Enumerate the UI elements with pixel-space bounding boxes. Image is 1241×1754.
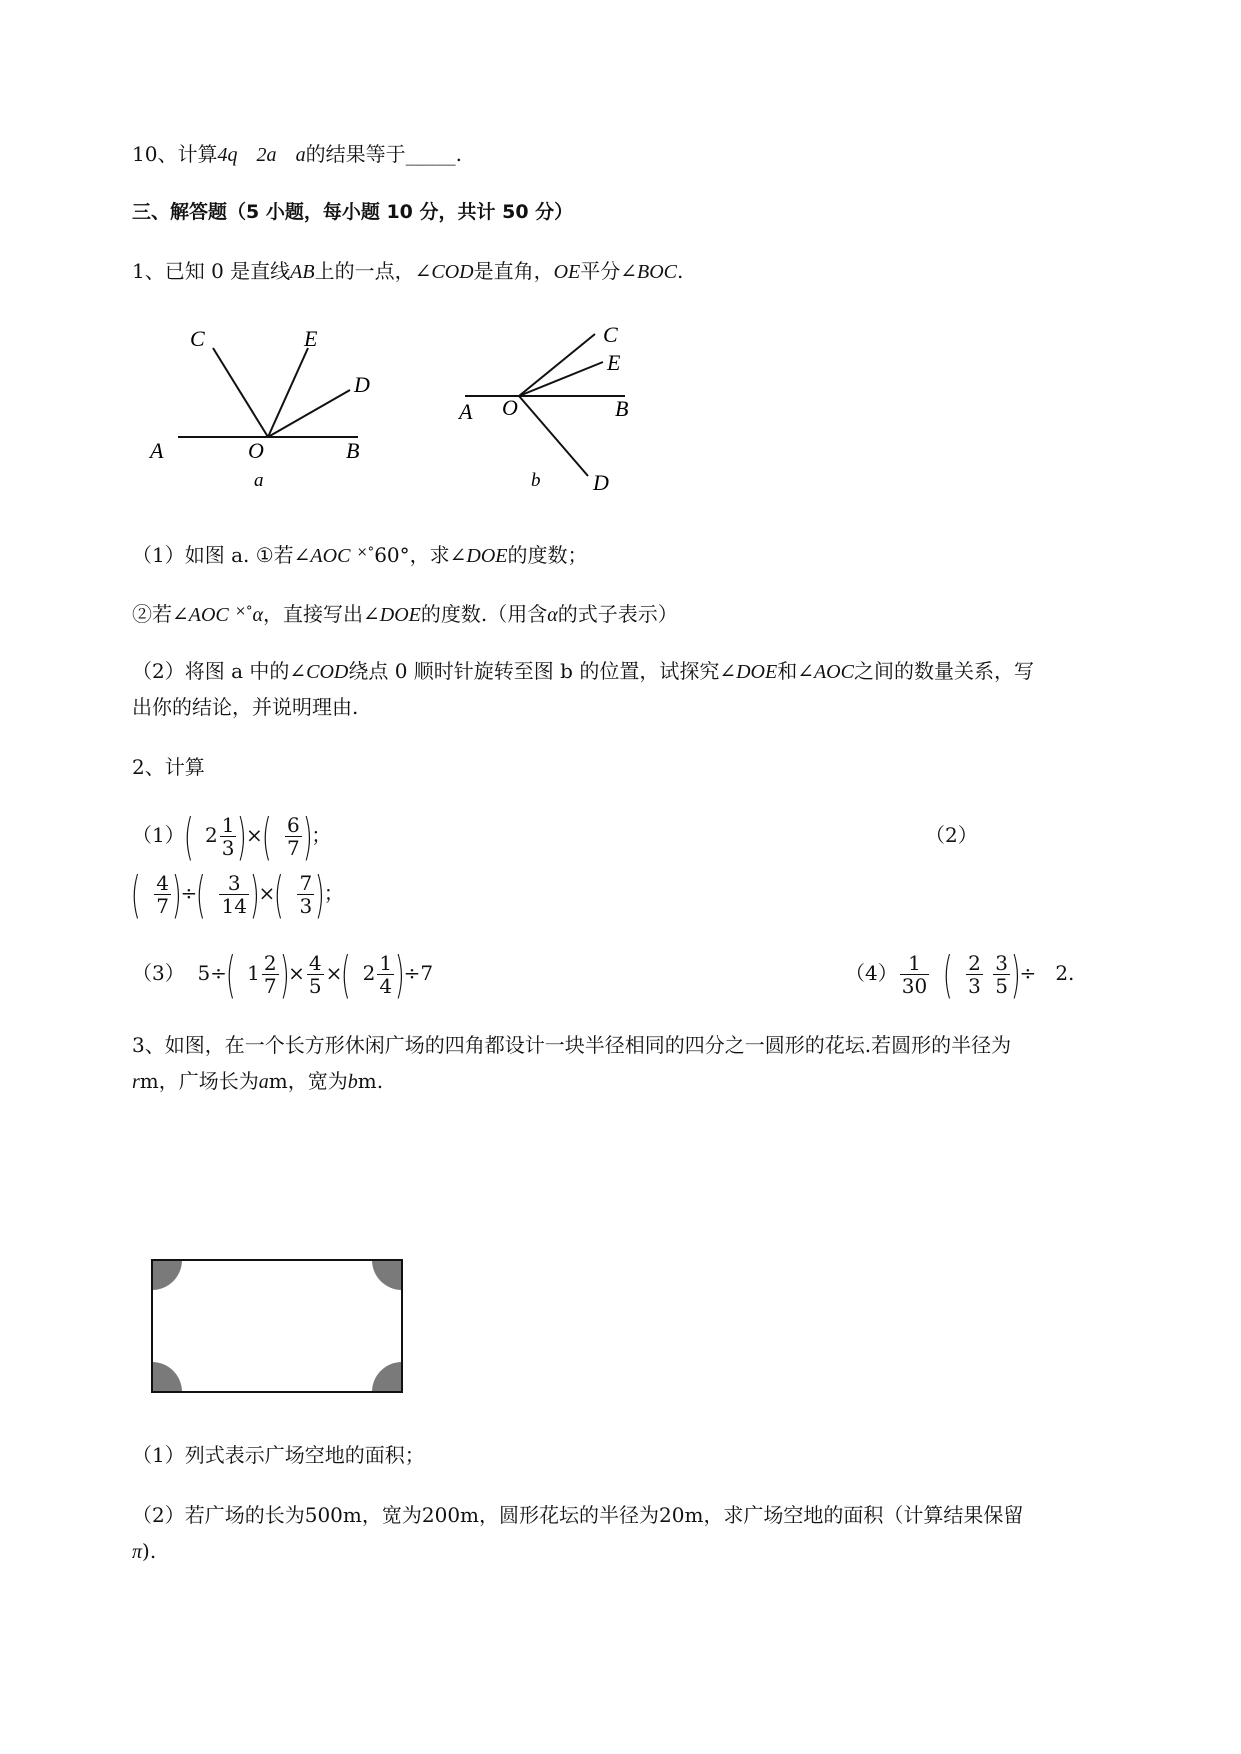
p1-s2-a: ②若 bbox=[132, 602, 172, 626]
figa-label-b: B bbox=[346, 438, 360, 463]
q10-expr-b: 2a bbox=[256, 144, 277, 166]
figa-label-d: D bbox=[354, 372, 370, 397]
figa-label-o: O bbox=[248, 438, 264, 463]
p2-n2-den: 7 bbox=[286, 836, 300, 860]
p1-s1-aoc: ∠AOC bbox=[293, 545, 351, 567]
figa-ray-oc bbox=[213, 348, 268, 437]
p2-m2-den: 14 bbox=[221, 894, 247, 918]
figa-label-e: E bbox=[304, 326, 318, 351]
figb-label-d: D bbox=[593, 470, 609, 495]
p1-sub3 bbox=[132, 656, 1034, 687]
p2-n2-frac bbox=[285, 814, 302, 859]
p2-m3-frac bbox=[297, 872, 314, 917]
p2-c3-den2: 5 bbox=[308, 974, 322, 998]
p1-sub2 bbox=[132, 597, 678, 630]
p2-div: ÷ bbox=[180, 881, 198, 905]
p2-c4-num3: 3 bbox=[995, 951, 1008, 975]
p1-s2-aoc: ∠AOC bbox=[172, 604, 229, 626]
p2-n1-den: 3 bbox=[221, 836, 235, 860]
figb-ray-od bbox=[519, 396, 588, 476]
p1-s2-b: ，直接写出 bbox=[263, 602, 364, 626]
figure-a bbox=[140, 320, 440, 500]
p3-m3: m. bbox=[357, 1069, 384, 1093]
p3-m2: m，宽为 bbox=[268, 1069, 348, 1093]
p3-q2 bbox=[132, 1500, 1023, 1530]
p2-c3-a: 5÷ bbox=[197, 961, 227, 985]
p3-b: b bbox=[347, 1071, 358, 1093]
figb-label-a: A bbox=[459, 399, 473, 424]
p1-sub1 bbox=[132, 538, 588, 571]
p2-c4-den2: 3 bbox=[968, 974, 981, 998]
p2-c3-num2: 4 bbox=[308, 951, 322, 975]
p3-q1: （1）列式表示广场空地的面积； bbox=[132, 1443, 425, 1467]
paren-close: ) bbox=[395, 945, 405, 1004]
q10-suffix: 的结果等于_____. bbox=[305, 142, 462, 166]
figa-ray-od bbox=[268, 390, 350, 437]
p1-sub3-line2: 出你的结论，并说明理由. bbox=[132, 695, 359, 719]
figb-ray-oc bbox=[519, 334, 595, 396]
p2-m2-frac bbox=[219, 872, 248, 917]
p2-c3-times1: × bbox=[288, 961, 305, 985]
p1-intro-a: 1、已知 0 是直线 bbox=[132, 259, 291, 283]
p1-oe: OE bbox=[553, 261, 581, 283]
paren-open: ( bbox=[225, 945, 236, 1004]
paren-open: ( bbox=[183, 807, 194, 866]
p2-n1-frac bbox=[220, 814, 237, 859]
p2-times2: × bbox=[258, 881, 276, 905]
figb-label-e: E bbox=[607, 350, 621, 375]
paren-open: ( bbox=[261, 807, 272, 866]
p1-s3-b: 绕点 0 顺时针旋转至图 b 的位置，试探究 bbox=[348, 659, 720, 683]
paren-open: ( bbox=[196, 865, 206, 924]
p3-len: 500m bbox=[304, 1503, 362, 1527]
paren-close: ) bbox=[279, 945, 290, 1004]
p1-s3-aoc: ∠AOC bbox=[797, 661, 854, 683]
p2-n1-num: 1 bbox=[221, 813, 235, 837]
p1-s1-val: 60° bbox=[374, 543, 410, 567]
figa-label-c: C bbox=[190, 326, 205, 351]
p3-line1: 3、如图，在一个长方形休闲广场的四角都设计一块半径相同的四分之一圆形的花坛.若圆形的半径为 bbox=[132, 1033, 1012, 1057]
p2-c4-den3: 5 bbox=[995, 974, 1008, 998]
p1-s2-d: 的式子表示） bbox=[557, 602, 678, 626]
corner-flowerbed-br bbox=[372, 1362, 402, 1392]
q10-expr-c: a bbox=[295, 144, 306, 166]
p1-s2-val: α bbox=[252, 604, 264, 626]
section-title: 三、解答题（5 小题，每小题 10 分，共计 50 分） bbox=[132, 201, 574, 223]
p2-times: × bbox=[245, 823, 263, 847]
corner-flowerbed-tl bbox=[152, 1260, 182, 1290]
p2-c3-num3: 1 bbox=[379, 951, 393, 975]
p2-l1: （1） bbox=[132, 823, 185, 847]
p1-s1-doe: ∠DOE bbox=[449, 545, 508, 567]
p2-n1-int: 2 bbox=[204, 823, 218, 847]
p3-line2 bbox=[132, 1066, 383, 1097]
paren-close: ) bbox=[315, 865, 325, 924]
p2-c3-frac1 bbox=[262, 952, 279, 997]
p2-l4: （4） bbox=[845, 961, 898, 985]
p1-s3-cod: ∠COD bbox=[289, 661, 349, 683]
plaza-rectangle bbox=[152, 1260, 402, 1392]
p1-intro-d: 平分 bbox=[580, 259, 621, 283]
p2-m1-frac bbox=[154, 872, 171, 917]
p2-c3-int1: 1 bbox=[247, 961, 260, 985]
p1-s3-c: 和 bbox=[777, 659, 798, 683]
p1-intro bbox=[132, 256, 683, 287]
p3-q2-a: （2）若广场的长为 bbox=[132, 1503, 305, 1527]
p3-q2-d: ，求广场空地的面积（计算结果保留 bbox=[703, 1503, 1024, 1527]
p2-expr2 bbox=[130, 865, 344, 924]
paren-open: ( bbox=[274, 865, 284, 924]
p2-c4-num2: 2 bbox=[968, 951, 981, 975]
figb-caption: b bbox=[531, 470, 541, 491]
p2-c4-tail: 2. bbox=[1055, 961, 1075, 985]
corner-flowerbed-tr bbox=[372, 1260, 402, 1290]
figa-caption: a bbox=[254, 470, 264, 491]
p2-semi2: ； bbox=[323, 881, 344, 905]
figb-label-c: C bbox=[603, 322, 618, 347]
p1-cod: ∠COD bbox=[414, 261, 474, 283]
p2-expr3 bbox=[132, 945, 434, 1004]
p2-m1-den: 7 bbox=[156, 894, 169, 918]
p2-m1-num: 4 bbox=[156, 871, 169, 895]
p2-semi1: ； bbox=[311, 823, 332, 847]
p1-s2-c: 的度数.（用含 bbox=[420, 602, 548, 626]
p2-c3-tail: ÷7 bbox=[403, 961, 434, 985]
p2-c3-frac3 bbox=[377, 952, 394, 997]
figb-label-o: O bbox=[502, 395, 518, 420]
figb-ray-oe bbox=[519, 362, 603, 396]
p2-c4-frac2 bbox=[966, 952, 983, 997]
p2-c4-frac1 bbox=[900, 952, 929, 997]
paren-close: ) bbox=[249, 865, 260, 924]
p2-c3-int3: 2 bbox=[362, 961, 376, 985]
p3-q2-line2 bbox=[132, 1536, 156, 1567]
p3-q2-b: ，宽为 bbox=[361, 1503, 422, 1527]
p2-c3-num1: 2 bbox=[263, 951, 277, 975]
p3-rad: 20m bbox=[659, 1503, 704, 1527]
figa-ray-oe bbox=[268, 348, 308, 437]
p3-r: r bbox=[132, 1071, 140, 1093]
eq-glyph: ×° bbox=[235, 604, 253, 619]
p2-l2-label: （2） bbox=[925, 823, 978, 847]
paren-close: ) bbox=[237, 807, 248, 866]
paren-open: ( bbox=[942, 945, 953, 1004]
p2-c4-num: 1 bbox=[900, 952, 929, 975]
paren-open: ( bbox=[341, 945, 352, 1004]
p1-s3-doe: ∠DOE bbox=[719, 661, 778, 683]
p2-expr4 bbox=[845, 945, 1075, 1004]
p1-intro-b: 上的一点， bbox=[314, 259, 415, 283]
p3-wid: 200m bbox=[421, 1503, 480, 1527]
p3-pi: π bbox=[132, 1541, 143, 1563]
q10-expr-a: 4q bbox=[217, 144, 238, 166]
p1-s1-a: （1）如图 a. ①若 bbox=[132, 543, 294, 567]
p2-c3-den3: 4 bbox=[379, 974, 393, 998]
p1-boc: ∠BOC bbox=[620, 261, 678, 283]
figb-label-b: B bbox=[615, 396, 629, 421]
p1-ab: AB bbox=[290, 261, 315, 283]
q10-line bbox=[132, 139, 462, 170]
p2-c4-frac3 bbox=[993, 952, 1010, 997]
p2-c3-times2: × bbox=[325, 961, 343, 985]
p2-l3: （3） bbox=[132, 961, 185, 985]
p2-title: 2、计算 bbox=[132, 755, 205, 779]
p1-s1-b: ，求 bbox=[409, 543, 450, 567]
p3-q2-c: ，圆形花坛的半径为 bbox=[479, 1503, 660, 1527]
figure-b bbox=[455, 320, 665, 500]
p2-c4-div: ÷ bbox=[1019, 961, 1037, 985]
paren-close: ) bbox=[302, 807, 313, 866]
p2-m3-den: 3 bbox=[299, 894, 313, 918]
p1-s3-d: 之间的数量关系，写 bbox=[853, 659, 1034, 683]
paren-close: ) bbox=[1010, 945, 1021, 1004]
p2-c3-den1: 7 bbox=[263, 974, 277, 998]
p2-expr1 bbox=[132, 807, 332, 866]
p2-m2-num: 3 bbox=[219, 872, 248, 895]
p1-s2-alpha: α bbox=[547, 604, 558, 626]
p2-c4-den: 30 bbox=[901, 974, 928, 998]
p1-intro-e: . bbox=[677, 259, 684, 283]
p3-q2-e: ). bbox=[142, 1539, 157, 1563]
plaza-figure bbox=[150, 1258, 410, 1394]
p2-n2-num: 6 bbox=[286, 813, 300, 837]
p2-m3-num: 7 bbox=[299, 871, 313, 895]
p1-s3-a: （2）将图 a 中的 bbox=[132, 659, 290, 683]
figa-label-a: A bbox=[150, 438, 164, 463]
p3-a: a bbox=[258, 1071, 269, 1093]
paren-close: ) bbox=[171, 865, 182, 924]
p1-s2-doe: ∠DOE bbox=[363, 604, 421, 626]
p3-m1: m，广场长为 bbox=[139, 1069, 259, 1093]
p2-c3-frac2 bbox=[307, 952, 324, 997]
paren-open: ( bbox=[130, 865, 141, 924]
q10-prefix: 10、计算 bbox=[132, 142, 218, 166]
p1-intro-c: 是直角， bbox=[473, 259, 554, 283]
eq-glyph: ×° bbox=[356, 545, 375, 560]
corner-flowerbed-bl bbox=[152, 1362, 182, 1392]
p1-s1-c: 的度数； bbox=[507, 543, 588, 567]
